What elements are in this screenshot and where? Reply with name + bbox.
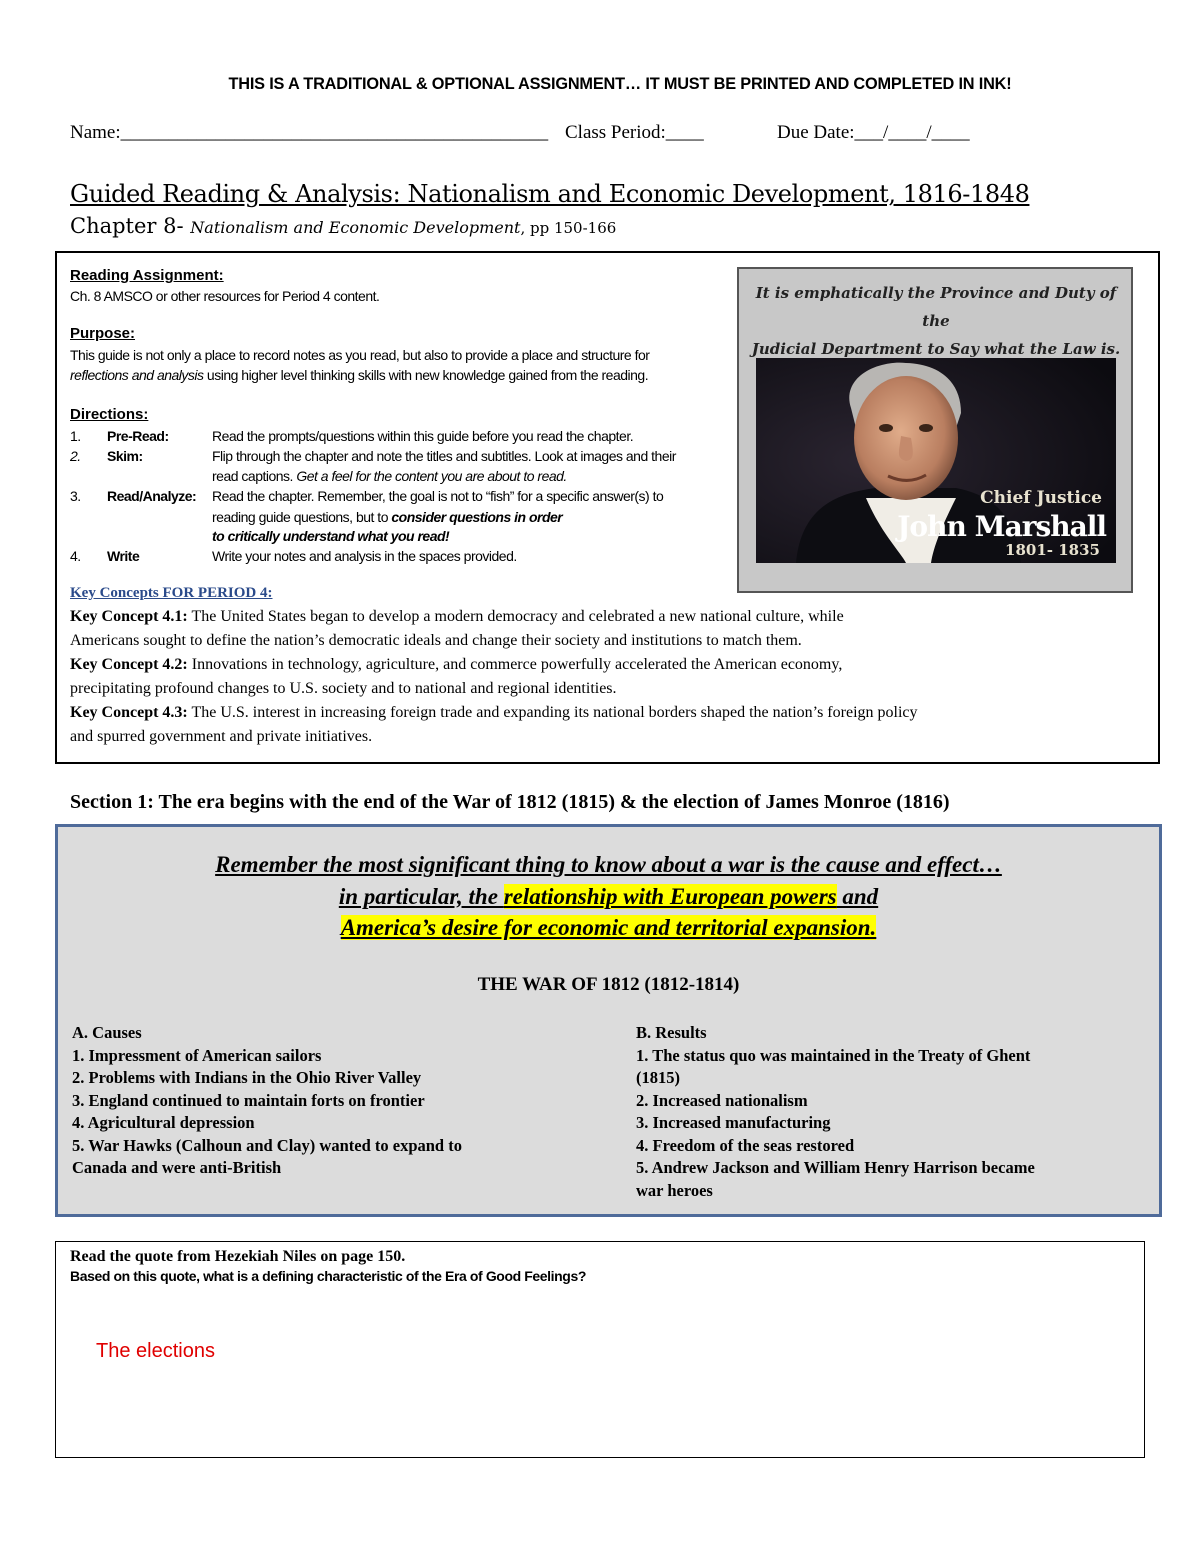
direction-term: Write: [107, 548, 140, 564]
chapter-name: Nationalism and Economic Development: [190, 218, 521, 237]
causes-heading: A. Causes: [72, 1023, 142, 1042]
key-concepts-label: Key Concepts FOR PERIOD 4:: [70, 585, 273, 601]
question-prompt: Read the quote from Hezekiah Niles on page 150.: [70, 1248, 406, 1265]
key-concept-text: and spurred government and private initiatives.: [70, 728, 373, 745]
remember-line2: [58, 884, 1159, 910]
caption-title: Chief Justice: [980, 488, 1102, 508]
chapter-line: [70, 214, 616, 238]
class-period-field[interactable]: Class Period:____: [565, 122, 704, 143]
key-concept-4-3: [70, 701, 1150, 749]
direction-text: Read the prompts/questions within this guide before you read the chapter.: [212, 428, 634, 444]
name-field[interactable]: Name:_____________________________________________: [70, 122, 549, 143]
key-concept-term: Key Concept 4.1:: [70, 608, 188, 625]
direction-text: Read the chapter. Remember, the goal is not to “fish” for a specific answer(s) to: [212, 488, 664, 504]
caption-name: John Marshall: [897, 510, 1106, 543]
direction-num: 2.: [70, 448, 81, 464]
remember-line3: [58, 915, 1159, 941]
key-concept-text: The United States began to develop a modern democracy and celebrated a new national culture, while: [187, 608, 844, 625]
war-of-1812-box: [55, 824, 1162, 1217]
results-column: [636, 1022, 1146, 1202]
key-concept-4-1: [70, 605, 1150, 653]
marshall-quote-line: It is emphatically the Province and Duty of the: [755, 284, 1117, 330]
answer-field[interactable]: The elections: [96, 1340, 215, 1362]
remember-line1: Remember the most significant thing to know about a war is the cause and effect…: [215, 852, 1002, 877]
direction-term: Skim:: [107, 448, 143, 464]
section-1-heading: Section 1: The era begins with the end of the War of 1812 (1815) & the election of James Monroe (1816): [70, 791, 950, 813]
purpose-rest: using higher level thinking skills with new knowledge gained from the reading.: [203, 367, 649, 383]
key-concept-text: Americans sought to define the nation’s democratic ideals and change their society and institutions to match them.: [70, 632, 802, 649]
direction-term: Read/Analyze:: [107, 488, 197, 504]
direction-text2-bold: consider questions in order: [391, 509, 563, 525]
purpose-line2: [70, 367, 648, 383]
directions-label: Directions:: [70, 406, 149, 423]
list-item: war heroes: [636, 1180, 713, 1200]
list-item: 3. England continued to maintain forts on frontier: [72, 1090, 425, 1110]
causes-column: [72, 1022, 612, 1180]
direction-num: 3.: [70, 488, 81, 504]
purpose-italic: reflections and analysis: [70, 367, 204, 383]
reading-assignment-label: Reading Assignment:: [70, 267, 224, 284]
list-item: 1. Impressment of American sailors: [72, 1045, 322, 1065]
list-item: 4. Agricultural depression: [72, 1113, 255, 1132]
assignment-warning: THIS IS A TRADITIONAL & OPTIONAL ASSIGNMENT… IT MUST BE PRINTED AND COMPLETED IN INK!: [228, 74, 1012, 93]
list-item: 5. Andrew Jackson and William Henry Harrison became: [636, 1158, 1035, 1177]
remember-text: in particular, the: [338, 884, 504, 909]
list-item: 2. Increased nationalism: [636, 1090, 808, 1110]
list-item: 4. Freedom of the seas restored: [636, 1135, 855, 1155]
key-concept-text: precipitating profound changes to U.S. society and to national and regional identities.: [70, 680, 617, 697]
list-item: 5. War Hawks (Calhoun and Clay) wanted to expand to: [72, 1135, 462, 1155]
list-item: 1. The status quo was maintained in the Treaty of Ghent: [636, 1045, 1031, 1065]
marshall-quote-line: Judicial Department to Say what the Law is.: [751, 340, 1121, 358]
list-item: 2. Problems with Indians in the Ohio River Valley: [72, 1068, 422, 1087]
due-date-field[interactable]: Due Date:___/____/____: [777, 122, 970, 143]
key-concept-4-2: [70, 653, 1150, 701]
direction-num: 4.: [70, 548, 81, 564]
purpose-line1: This guide is not only a place to record notes as you read, but also to provide a place and structure for: [70, 347, 650, 363]
direction-text2: reading guide questions, but to: [212, 509, 392, 525]
direction-text: Flip through the chapter and note the titles and subtitles. Look at images and their: [212, 448, 676, 464]
marshall-quote: [751, 279, 1121, 363]
key-concept-term: Key Concept 4.3:: [70, 704, 188, 721]
war-title: THE WAR OF 1812 (1812-1814): [477, 974, 740, 995]
list-item: (1815): [636, 1068, 680, 1087]
key-concept-text: Innovations in technology, agriculture, and commerce powerfully accelerated the American economy,: [187, 656, 843, 673]
question-box: [55, 1241, 1145, 1458]
remember-text: and: [836, 884, 879, 909]
direction-term: Pre-Read:: [107, 428, 169, 444]
direction-num: 1.: [70, 428, 81, 444]
key-concept-text: The U.S. interest in increasing foreign trade and expanding its national borders shaped the nation’s foreign policy: [187, 704, 918, 721]
remember-highlight: relationship with European powers: [503, 884, 837, 909]
direction-text: Write your notes and analysis in the spaces provided.: [212, 548, 517, 564]
list-item: Canada and were anti-British: [72, 1158, 282, 1177]
john-marshall-figure: [737, 267, 1133, 593]
direction-text2-italic: Get a feel for the content you are about to read.: [296, 468, 567, 484]
guide-title: Guided Reading & Analysis: Nationalism and Economic Development, 1816-1848: [70, 180, 1030, 208]
reading-assignment-text: Ch. 8 AMSCO or other resources for Period 4 content.: [70, 288, 380, 304]
direction-text2: read captions.: [212, 468, 297, 484]
chapter-prefix: Chapter 8-: [70, 214, 184, 238]
remember-highlight: America’s desire for economic and territorial expansion.: [340, 915, 877, 940]
results-heading: B. Results: [636, 1023, 707, 1042]
list-item: 3. Increased manufacturing: [636, 1113, 831, 1132]
portrait-image: [756, 358, 1116, 563]
chapter-pages: , pp 150-166: [520, 219, 617, 237]
direction-text-cont: [212, 468, 567, 484]
caption-years: 1801- 1835: [1005, 541, 1100, 559]
direction-text3: to critically understand what you read!: [212, 528, 450, 544]
direction-text-cont: [212, 509, 562, 525]
purpose-label: Purpose:: [70, 325, 136, 342]
question-text: Based on this quote, what is a defining characteristic of the Era of Good Feelings?: [70, 1268, 586, 1284]
key-concept-term: Key Concept 4.2:: [70, 656, 188, 673]
